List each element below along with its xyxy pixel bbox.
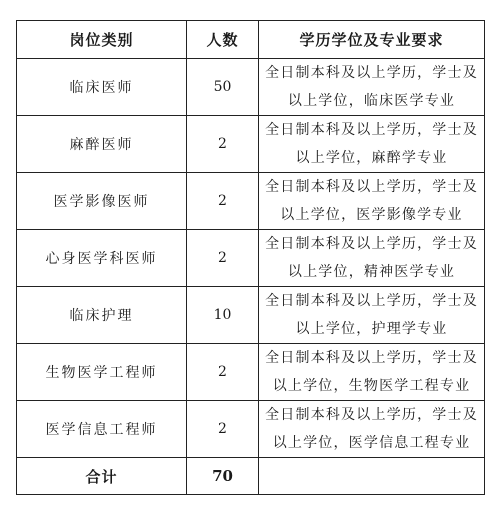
headcount-cell: 2 xyxy=(187,116,259,173)
position-category-cell: 医学信息工程师 xyxy=(17,401,187,458)
requirement-line-2: 以上学位，麻醉学专业 xyxy=(295,150,448,166)
position-category-cell: 临床护理 xyxy=(17,287,187,344)
position-category-cell: 临床医师 xyxy=(17,59,187,116)
requirement-line-1: 全日制本科及以上学历，学士及 xyxy=(265,236,478,252)
table-row xyxy=(17,116,485,173)
requirement-line-1: 全日制本科及以上学历，学士及 xyxy=(265,65,478,81)
requirement-cell xyxy=(259,230,485,287)
position-category-cell: 医学影像医师 xyxy=(17,173,187,230)
requirement-line-2: 以上学位，护理学专业 xyxy=(295,321,448,337)
requirement-line-1: 全日制本科及以上学历，学士及 xyxy=(265,407,478,423)
recruitment-table-container xyxy=(16,20,485,495)
requirement-line-2: 以上学位，临床医学专业 xyxy=(287,93,456,109)
table-row xyxy=(17,287,485,344)
total-requirement-cell xyxy=(259,458,485,495)
headcount-cell: 10 xyxy=(187,287,259,344)
headcount-cell: 50 xyxy=(187,59,259,116)
requirement-line-1: 全日制本科及以上学历，学士及 xyxy=(265,350,478,366)
requirement-line-1: 全日制本科及以上学历，学士及 xyxy=(265,179,478,195)
headcount-cell: 2 xyxy=(187,401,259,458)
position-category-cell: 麻醉医师 xyxy=(17,116,187,173)
requirement-line-2: 以上学位，精神医学专业 xyxy=(287,264,456,280)
total-row xyxy=(17,458,485,495)
table-row xyxy=(17,401,485,458)
total-label-cell: 合计 xyxy=(17,458,187,495)
requirement-cell xyxy=(259,116,485,173)
requirement-cell xyxy=(259,401,485,458)
table-row xyxy=(17,59,485,116)
requirement-cell xyxy=(259,173,485,230)
requirement-cell xyxy=(259,59,485,116)
position-category-cell: 生物医学工程师 xyxy=(17,344,187,401)
requirement-line-2: 以上学位，医学信息工程专业 xyxy=(272,435,471,451)
headcount-cell: 2 xyxy=(187,344,259,401)
header-headcount: 人数 xyxy=(187,21,259,59)
headcount-cell: 2 xyxy=(187,230,259,287)
requirement-cell xyxy=(259,344,485,401)
header-position-category: 岗位类别 xyxy=(17,21,187,59)
recruitment-requirements-table xyxy=(16,20,485,495)
table-header-row xyxy=(17,21,485,59)
requirement-line-2: 以上学位，生物医学工程专业 xyxy=(272,378,471,394)
position-category-cell: 心身医学科医师 xyxy=(17,230,187,287)
total-count-cell: 70 xyxy=(187,458,259,495)
table-row xyxy=(17,230,485,287)
headcount-cell: 2 xyxy=(187,173,259,230)
requirement-line-1: 全日制本科及以上学历，学士及 xyxy=(265,293,478,309)
header-education-requirements: 学历学位及专业要求 xyxy=(259,21,485,59)
table-row xyxy=(17,173,485,230)
table-row xyxy=(17,344,485,401)
requirement-line-2: 以上学位，医学影像学专业 xyxy=(280,207,463,223)
requirement-cell xyxy=(259,287,485,344)
requirement-line-1: 全日制本科及以上学历，学士及 xyxy=(265,122,478,138)
